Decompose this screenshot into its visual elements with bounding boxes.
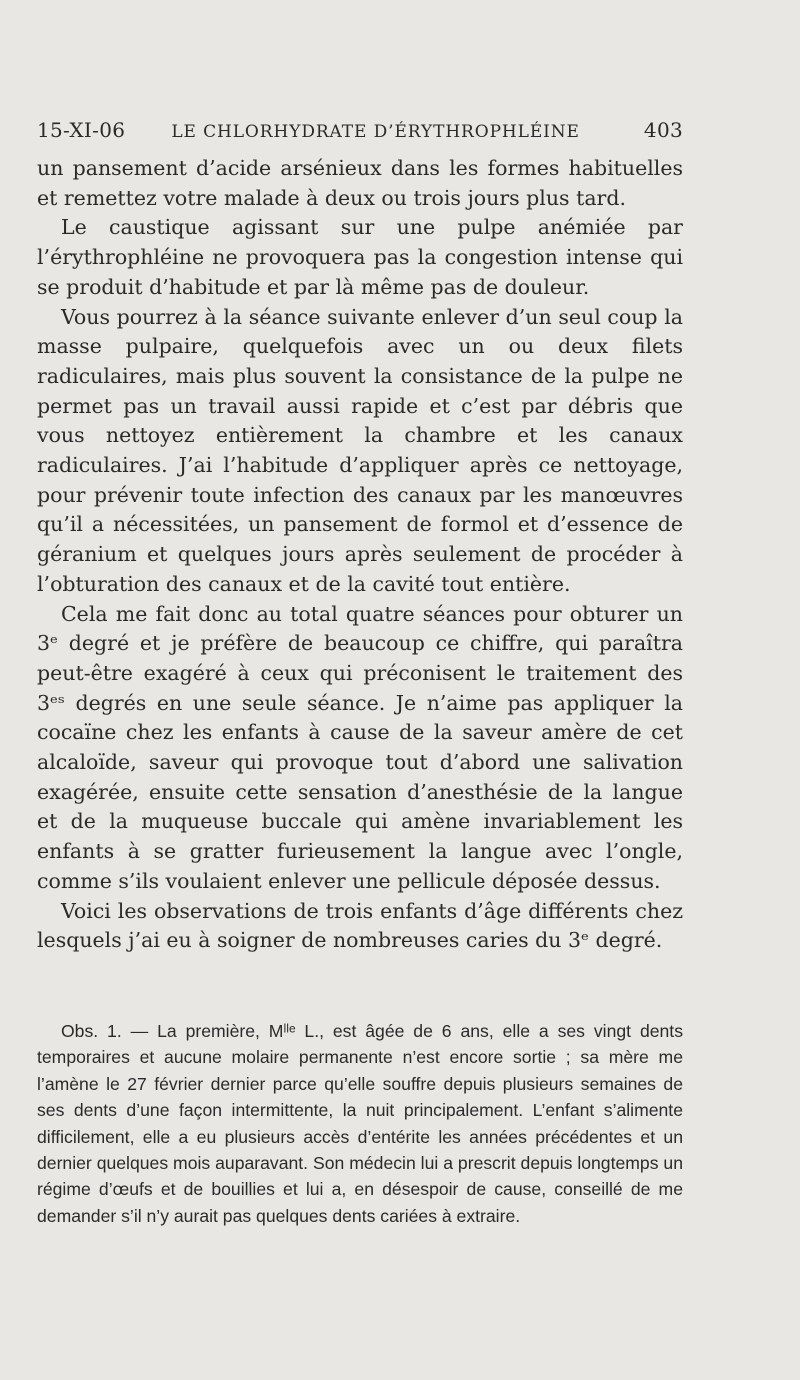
main-text <box>37 154 683 956</box>
running-header <box>37 118 683 142</box>
observation-text: Obs. 1. — La première, Mˡˡᵉ L., est âgée de 6 ans, elle a ses vingt dents temporaires et aucune molaire permanente n’est encore sortie ; sa mère me l’amène le 27 février dernier parce qu’elle souffre depuis plusieurs semaines de ses dents d’une façon intermittente, la nuit principalement. L’enfant s’alimente difficilement, elle a eu plusieurs accès d’entérite les années précédentes et un dernier quelques mois auparavant. Son médecin lui a prescrit depuis longtemps un régime d’œufs et de bouillies et lui a, en désespoir de cause, conseillé de me demander s’il n’y aurait pas quelques dents cariées à extraire. <box>37 1021 683 1226</box>
paragraph: un pansement d’acide arsénieux dans les formes habituelles et remettez votre malade à deux ou trois jours plus tard. <box>37 156 683 210</box>
paragraph: Le caustique agissant sur une pulpe anémiée par l’érythrophléine ne provoquera pas la congestion intense qui se produit d’habitude et par là même pas de douleur. <box>37 215 683 299</box>
paragraph: Voici les observations de trois enfants d’âge différents chez lesquels j’ai eu à soigner de nombreuses caries du 3ᵉ degré. <box>37 898 683 953</box>
header-title: LE CHLORHYDRATE D’ÉRYTHROPHLÉINE <box>171 122 580 142</box>
page-number: 403 <box>643 118 683 142</box>
header-date: 15-XI-06 <box>37 118 126 142</box>
observation-block <box>37 1018 683 1229</box>
paragraph: Vous pourrez à la séance suivante enlever d’un seul coup la masse pulpaire, quelquefois avec un ou deux filets radiculaires, mais plus souvent la consistance de la pulpe ne permet pas un travail aussi rapide et c’est par débris que vous nettoyez entièrement la chambre et les canaux radiculaires. J’ai l’habitude d’appliquer après ce nettoyage, pour prévenir toute infection des canaux par les manœuvres qu’il a nécessitées, un pansement de formol et d’essence de géranium et quelques jours après seulement de procéder à l’obturation des canaux et de la cavité tout entière. <box>37 304 683 596</box>
paragraph: Cela me fait donc au total quatre séances pour obturer un 3ᵉ degré et je préfère de beaucoup ce chiffre, qui paraîtra peut-être exagéré à ceux qui préconisent le traitement des 3ᵉˢ degrés en une seule séance. Je n’aime pas appliquer la cocaïne chez les enfants à cause de la saveur amère de cet alcaloïde, saveur qui provoque tout d’abord une salivation exagérée, ensuite cette sensation d’anesthésie de la langue et de la muqueuse buccale qui amène invariablement les enfants à se gratter furieusement la langue avec l’ongle, comme s’ils voulaient enlever une pellicule déposée dessus. <box>37 601 683 893</box>
